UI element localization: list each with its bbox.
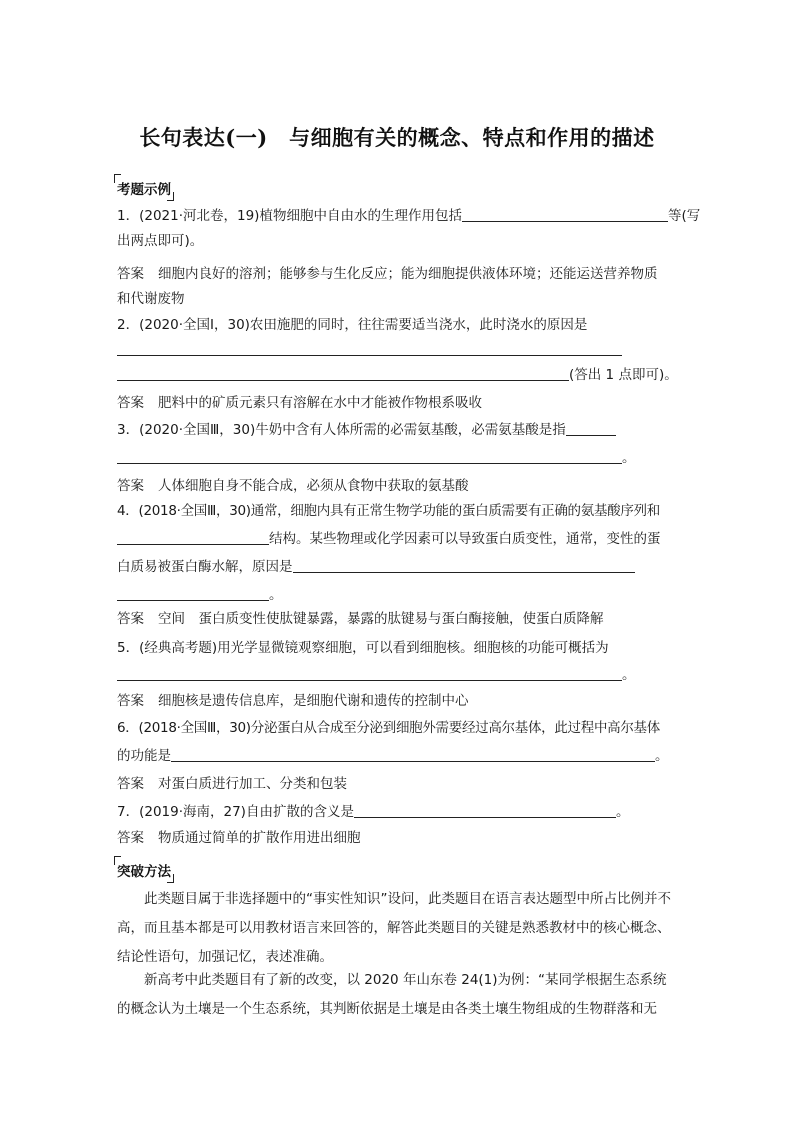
section-header-examples <box>117 178 171 198</box>
bracket-right-icon <box>167 874 174 883</box>
bracket-left-icon <box>114 856 121 865</box>
answer-7: 答案 物质通过简单的扩散作用进出细胞 <box>117 830 361 846</box>
section-label: 突破方法 <box>117 864 171 880</box>
question-5: 5．(经典高考题)用光学显微镜观察细胞，可以看到细胞核。细胞核的功能可概括为 <box>117 640 609 656</box>
answer-1-cont: 和代谢废物 <box>117 291 185 307</box>
methods-paragraph-2: 新高考中此类题目有了新的改变，以 2020 年山东卷 24(1)为例：“某同学根据生态系统的概念认为土壤是一个生态系统，其判断依据是土壤是由各类土壤生物组成的生物群落和无 <box>117 972 667 1017</box>
question-2: 2．(2020·全国Ⅰ，30)农田施肥的同时，往往需要适当浇水，此时浇水的原因是 <box>117 317 588 333</box>
question-4: 4．(2018·全国Ⅲ，30)通常，细胞内具有正常生物学功能的蛋白质需要有正确的氨基酸序列和 <box>117 503 660 519</box>
answer-blank <box>117 366 569 381</box>
section-header-methods <box>117 860 171 880</box>
page-title: 长句表达(一) 与细胞有关的概念、特点和作用的描述 <box>139 125 655 150</box>
question-4-cont: 结构。某些物理或化学因素可以导致蛋白质变性，通常，变性的蛋 <box>117 530 661 548</box>
answer-2: 答案 肥料中的矿质元素只有溶解在水中才能被作物根系吸收 <box>117 395 482 411</box>
methods-paragraph-1: 此类题目属于非选择题中的“事实性知识”设问，此类题目在语言表达题型中所占比例并不高，而且基本都是可以用教材语言来回答的，解答此类题目的关键是熟悉教材中的核心概念、结论性语句，加强记忆，表述准确。 <box>117 891 671 965</box>
answer-6: 答案 对蛋白质进行加工、分类和包装 <box>117 776 347 792</box>
answer-blank <box>117 354 622 356</box>
question-3-cont: 。 <box>117 449 636 467</box>
answer-1: 答案 细胞内良好的溶剂；能够参与生化反应；能为细胞提供液体环境；还能运送营养物质 <box>117 266 658 282</box>
answer-blank <box>117 666 622 681</box>
question-3: 3．(2020·全国Ⅲ，30)牛奶中含有人体所需的必需氨基酸，必需氨基酸是指 <box>117 421 616 439</box>
answer-blank <box>117 530 269 545</box>
question-1: 1．(2021·河北卷，19)植物细胞中自由水的生理作用包括 等(写 <box>117 208 701 224</box>
question-1-cont: 出两点即可)。 <box>117 233 204 249</box>
question-2-cont: (答出 1 点即可)。 <box>117 366 678 384</box>
bracket-left-icon <box>114 174 121 183</box>
question-6-cont: 的功能是 。 <box>117 748 669 764</box>
answer-3: 答案 人体细胞自身不能合成，必须从食物中获取的氨基酸 <box>117 478 469 494</box>
question-7: 7．(2019·海南，27)自由扩散的含义是 。 <box>117 804 630 820</box>
question-5-cont: 。 <box>117 666 636 684</box>
question-4-cont3: 。 <box>117 586 283 604</box>
answer-5: 答案 细胞核是遗传信息库，是细胞代谢和遗传的控制中心 <box>117 693 469 709</box>
answer-blank <box>566 421 616 436</box>
answer-blank <box>117 586 269 601</box>
question-6: 6．(2018·全国Ⅲ，30)分泌蛋白从合成至分泌到细胞外需要经过高尔基体，此过程中高尔基体 <box>117 720 660 736</box>
answer-blank <box>354 803 616 818</box>
section-label: 考题示例 <box>117 182 171 198</box>
question-4-cont2: 白质易被蛋白酶水解，原因是 <box>117 558 635 576</box>
answer-blank <box>117 449 622 464</box>
answer-blank <box>171 747 655 762</box>
answer-blank <box>462 207 668 222</box>
bracket-right-icon <box>167 192 174 201</box>
answer-blank <box>293 558 635 573</box>
answer-4: 答案 空间 蛋白质变性使肽键暴露，暴露的肽键易与蛋白酶接触，使蛋白质降解 <box>117 611 604 627</box>
